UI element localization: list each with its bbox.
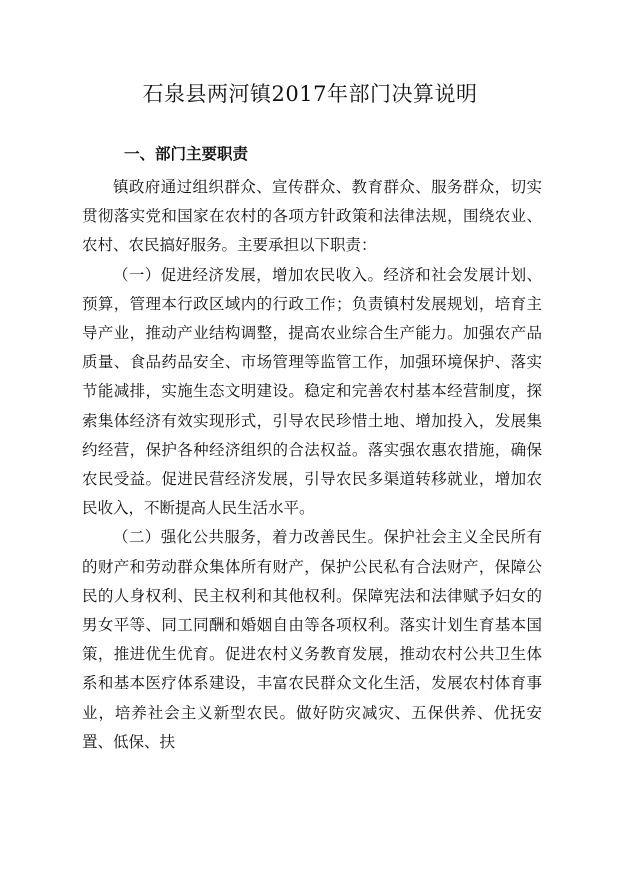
- paragraph-public-service: （二）强化公共服务，着力改善民生。保护社会主义全民所有的财产和劳动群众集体所有财产，保护公民私有合法财产，保障公民的人身权利、民主权利和其他权利。保障宪法和法律赋予妇女的男女平等、同工同酬和婚姻自由等各项权利。落实计划生育基本国策，推进优生优育。促进农村义务教育发展，推动农村公共卫生体系和基本医疗体系建设，丰富农民群众文化生活，发展农村体育事业，培养社会主义新型农民。做好防灾减灾、五保供养、优抚安置、低保、扶: [82, 528, 542, 751]
- body-text: [82, 173, 542, 757]
- document-title: 石泉县两河镇2017年部门决算说明: [142, 82, 478, 106]
- section-heading: 一、部门主要职责: [124, 145, 249, 163]
- paragraph-economy: （一）促进经济发展，增加农民收入。经济和社会发展计划、预算，管理本行政区域内的行政工作；负责镇村发展规划，培育主导产业，推动产业结构调整，提高农业综合生产能力。加强农产品质量、食品药品安全、市场管理等监管工作，加强环境保护、落实节能减排，实施生态文明建设。稳定和完善农村基本经营制度，探索集体经济有效实现形式，引导农民珍惜土地、增加投入，发展集约经营，保护各种经济组织的合法权益。落实强农惠农措施，确保农民受益。促进民营经济发展，引导农民多渠道转移就业，增加农民收入，不断提高人民生活水平。: [82, 265, 542, 518]
- paragraph-intro: 镇政府通过组织群众、宣传群众、教育群众、服务群众，切实贯彻落实党和国家在农村的各项方针政策和法律法规，围绕农业、农村、农民搞好服务。主要承担以下职责：: [82, 178, 542, 255]
